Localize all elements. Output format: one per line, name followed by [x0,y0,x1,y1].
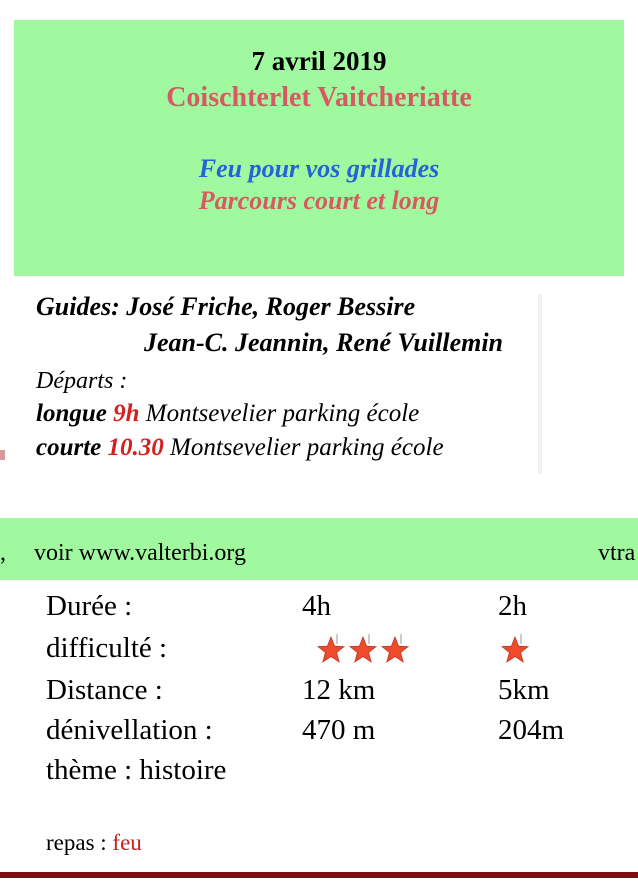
elevation-label: dénivellation : [46,714,213,746]
elevation-short: 204m [498,714,565,746]
repas-label: repas : [46,830,113,855]
web-cut-text: vtra [598,540,636,566]
website-link[interactable]: voir www.valterbi.org [34,540,246,566]
repas-line [46,830,142,856]
difficulty-short-stars [500,634,530,666]
distance-label: Distance : [46,674,163,706]
right-shade [538,294,542,474]
duration-short: 2h [498,590,527,622]
elevation-long: 470 m [302,714,376,746]
difficulty-label: difficulté : [46,632,168,664]
depart-row-courte [36,434,444,462]
guides-line-1: Guides: José Friche, Roger Bessire [36,292,416,321]
duration-label: Durée : [46,590,133,622]
event-date: 7 avril 2019 [251,46,387,76]
star-icon [500,634,530,666]
depart-time: 10.30 [107,434,164,461]
departs-label: Départs : [36,368,128,394]
duration-long: 4h [302,590,331,622]
footer-rule [0,872,638,878]
depart-type: longue [36,400,107,427]
repas-value: feu [112,830,142,855]
depart-time: 9h [113,400,140,427]
depart-row-longue [36,400,419,428]
event-place: Coischterlet Vaitcheriatte [166,82,472,113]
theme-label: thème : histoire [46,754,227,786]
distance-short: 5km [498,674,550,706]
distance-long: 12 km [302,674,376,706]
website-band [0,518,638,580]
left-edge-mark [0,450,5,460]
subtitle-parcours: Parcours court et long [198,186,440,215]
depart-type: courte [36,434,102,461]
star-icon [316,634,346,666]
stats-table [0,590,638,790]
star-icon [348,634,378,666]
difficulty-long-stars [316,634,410,666]
web-prefix: , [0,540,6,566]
guides-line-2: Jean-C. Jeannin, René Vuillemin [144,328,504,357]
depart-location: Montsevelier parking école [170,434,444,461]
star-icon [380,634,410,666]
depart-location: Montsevelier parking école [145,400,420,427]
subtitle-grillades: Feu pour vos grillades [198,154,440,183]
